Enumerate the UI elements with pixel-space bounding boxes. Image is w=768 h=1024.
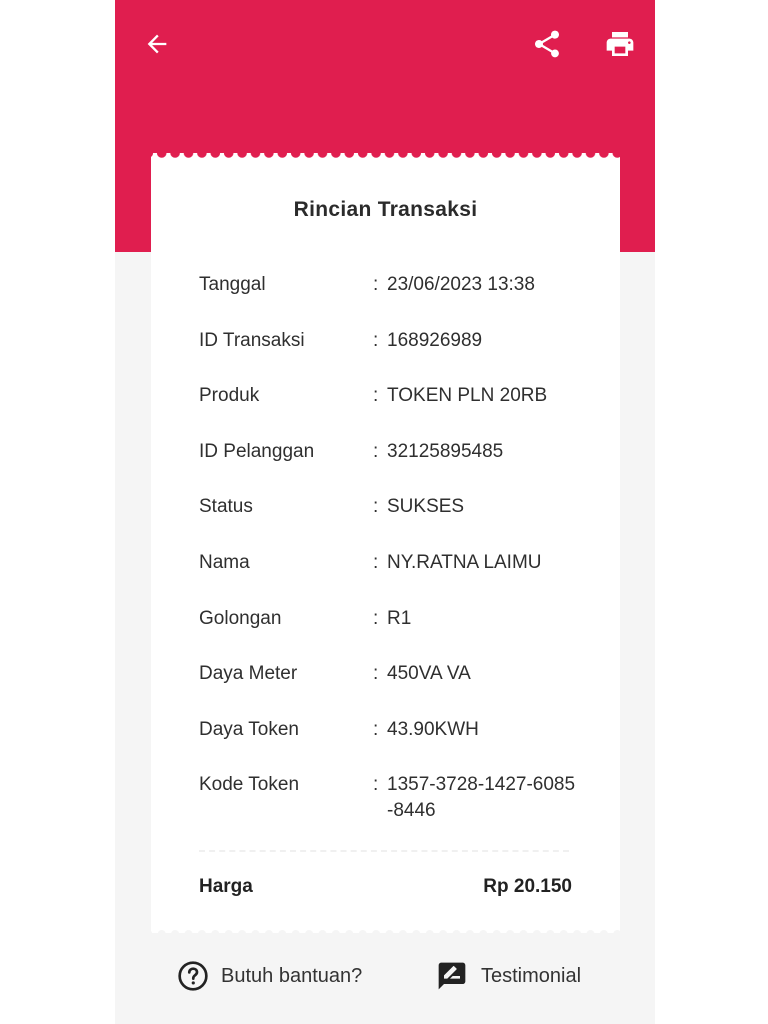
detail-separator: : — [373, 385, 379, 407]
receipt-scallop-edge — [151, 153, 620, 161]
detail-label: Produk — [199, 385, 260, 407]
detail-separator: : — [373, 718, 379, 740]
question-circle-icon — [177, 960, 209, 992]
dashed-divider — [199, 850, 569, 852]
detail-row-status — [199, 496, 589, 552]
detail-value: R1 — [387, 607, 412, 629]
help-label: Butuh bantuan? — [221, 964, 363, 987]
testimonial-link[interactable] — [435, 960, 581, 992]
receipt-title: Rincian Transaksi — [293, 198, 478, 221]
receipt-card — [151, 153, 620, 933]
detail-separator: : — [373, 496, 379, 518]
detail-row-daya-token — [199, 719, 589, 775]
detail-separator: : — [373, 274, 379, 295]
detail-value: SUKSES — [387, 496, 465, 518]
detail-label: ID Transaksi — [199, 329, 305, 351]
transaction-details — [199, 274, 589, 830]
detail-row-produk — [199, 385, 589, 441]
transaction-detail-screen — [115, 0, 655, 1024]
detail-row-nama — [199, 552, 589, 608]
detail-value: 43.90KWH — [387, 718, 479, 740]
testimonial-label: Testimonial — [481, 964, 582, 987]
arrow-left-icon — [143, 30, 171, 58]
detail-value: 23/06/2023 13:38 — [387, 274, 535, 295]
detail-separator: : — [373, 329, 379, 351]
detail-label: Daya Token — [199, 718, 299, 740]
receipt-scallop-edge-bottom — [151, 928, 620, 934]
detail-label: ID Pelanggan — [199, 440, 315, 462]
detail-row-id-pelanggan — [199, 441, 589, 497]
detail-label: Nama — [199, 551, 250, 573]
detail-row-daya-meter — [199, 663, 589, 719]
detail-label: Tanggal — [199, 274, 266, 295]
detail-label: Status — [199, 496, 253, 518]
detail-row-id-transaksi — [199, 330, 589, 386]
detail-value: 168926989 — [387, 329, 483, 351]
detail-label: Golongan — [199, 607, 282, 629]
total-label: Harga — [199, 876, 253, 897]
feedback-pen-icon — [435, 960, 469, 992]
detail-row-tanggal — [199, 274, 589, 330]
detail-separator: : — [373, 774, 379, 796]
share-icon — [531, 28, 563, 60]
print-button[interactable] — [602, 26, 638, 62]
detail-separator: : — [373, 663, 379, 685]
detail-separator: : — [373, 551, 379, 573]
detail-separator: : — [373, 440, 379, 462]
detail-value: 32125895485 — [387, 440, 504, 462]
detail-label: Kode Token — [199, 774, 300, 796]
detail-label: Daya Meter — [199, 663, 298, 685]
help-link[interactable] — [177, 960, 362, 992]
detail-row-kode-token — [199, 774, 589, 830]
detail-value: 450VA VA — [387, 663, 471, 685]
footer-actions — [115, 955, 655, 999]
token-code-value[interactable]: 1357-3728-1427-6085-8446 — [387, 774, 576, 822]
detail-separator: : — [373, 607, 379, 629]
detail-value: NY.RATNA LAIMU — [387, 551, 542, 573]
detail-value: TOKEN PLN 20RB — [387, 385, 548, 407]
printer-icon — [604, 28, 636, 60]
total-value: Rp 20.150 — [483, 876, 572, 897]
detail-row-golongan — [199, 608, 589, 664]
back-button[interactable] — [139, 26, 175, 62]
share-button[interactable] — [529, 26, 565, 62]
